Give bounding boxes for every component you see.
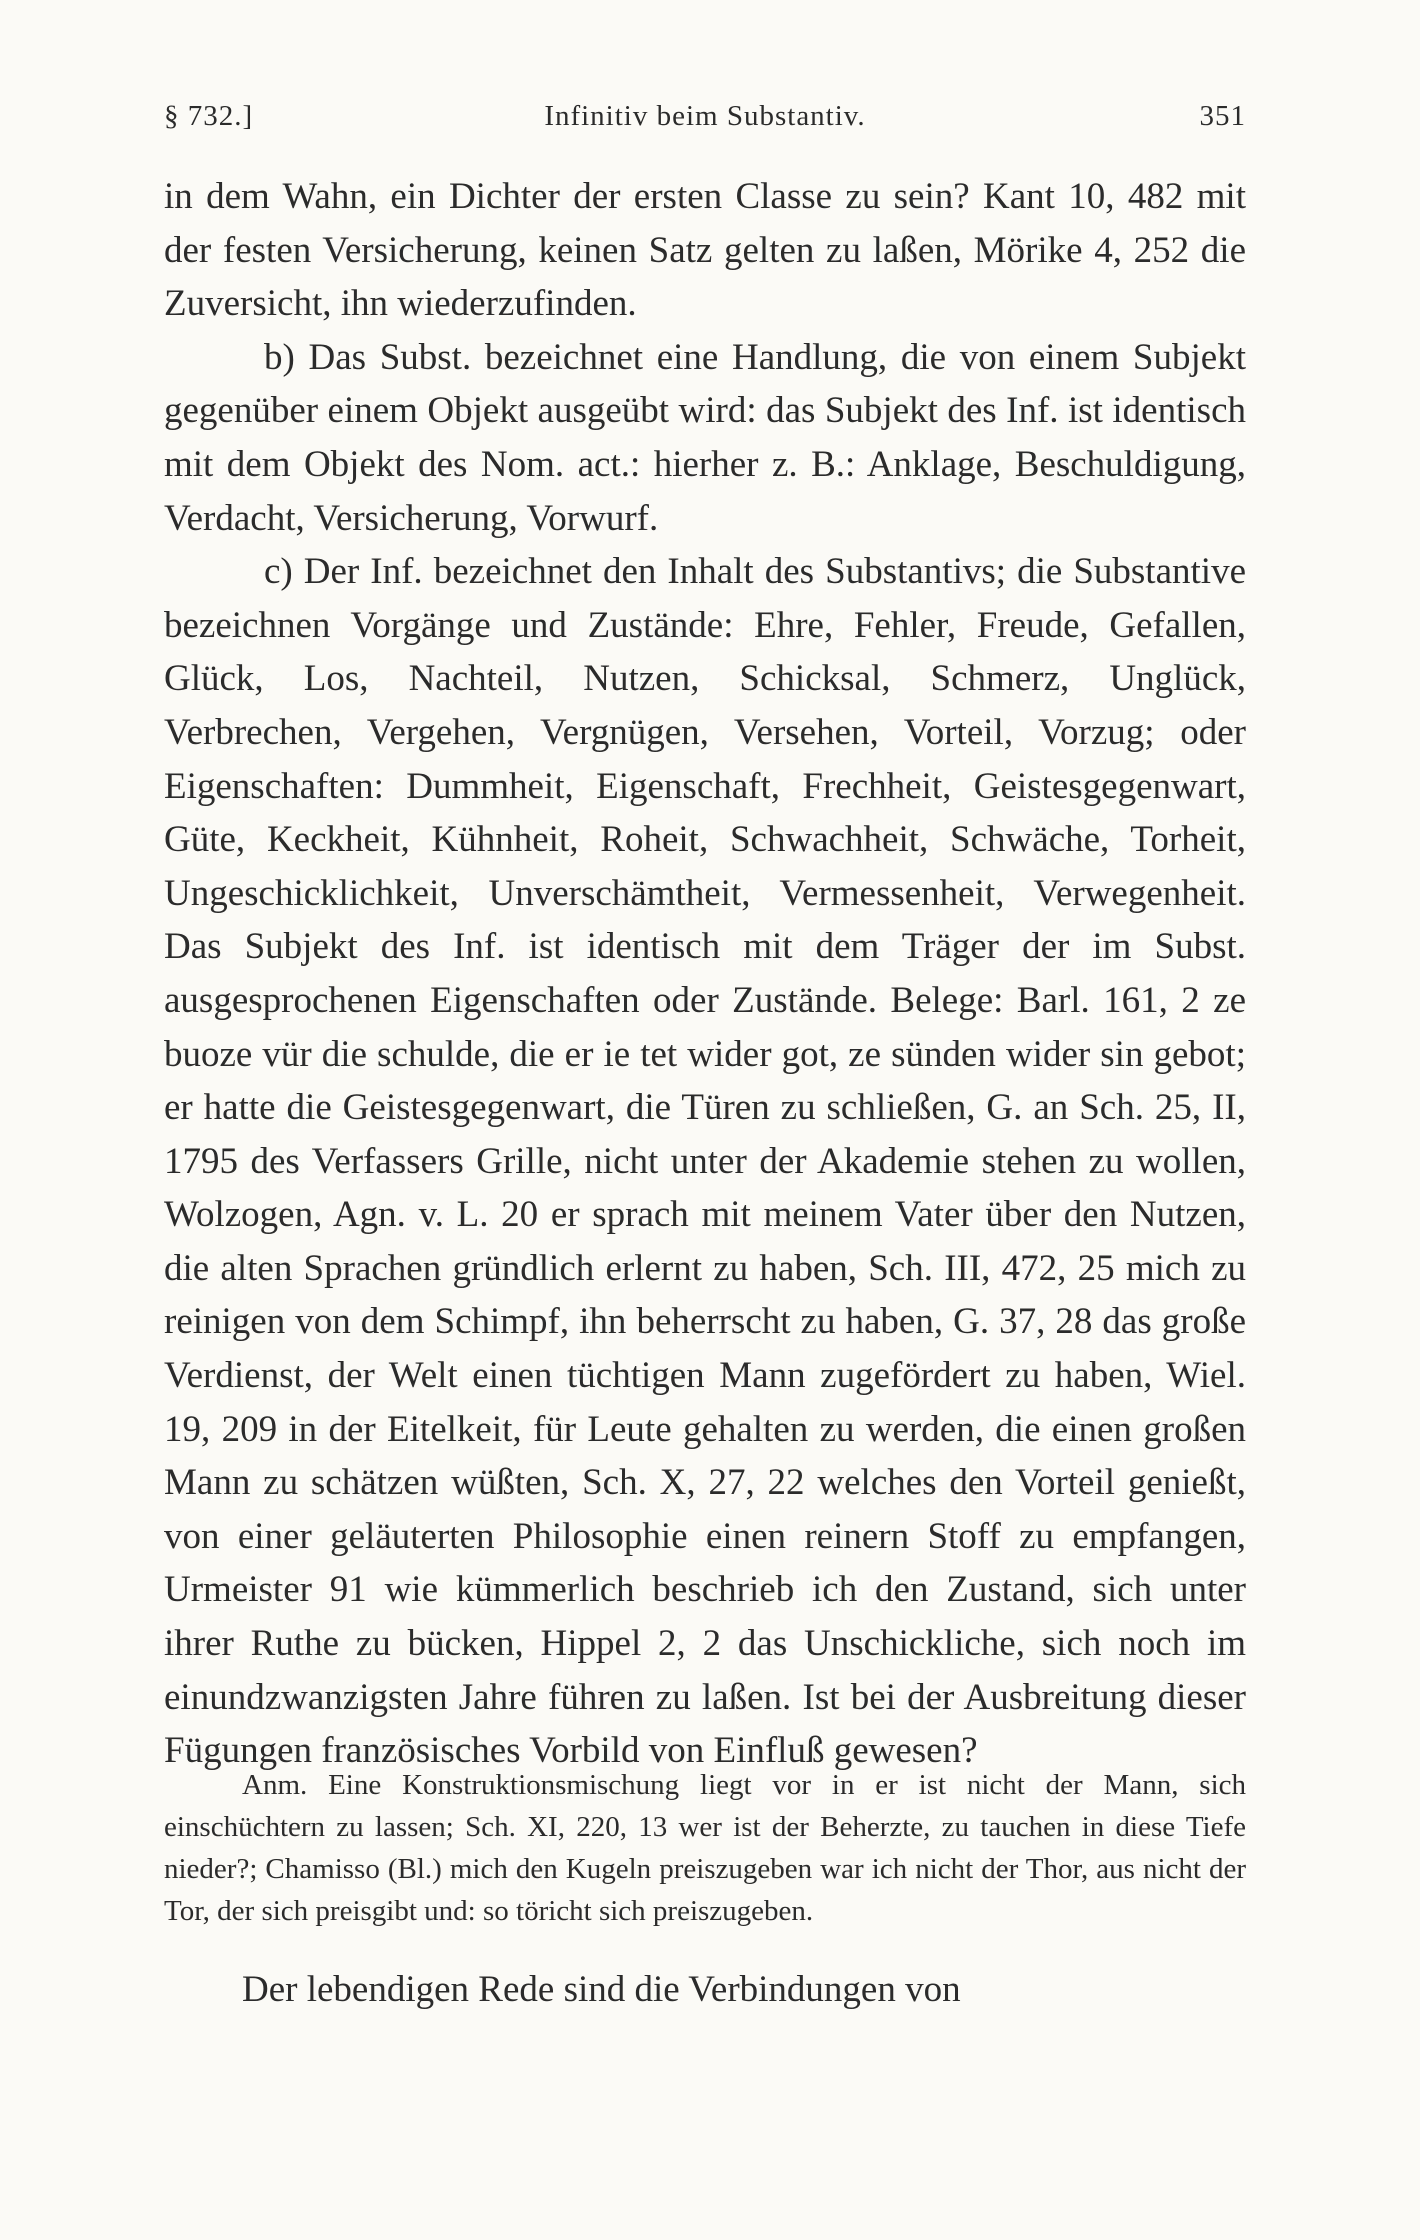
paragraph-b: b) Das Subst. bezeichnet eine Handlung, die von einem Subjekt gegenüber einem Objekt ausgeübt wird: das Subjekt des Inf. ist identisch mit dem Objekt des Nom. act.: hierher z. B.: Anklage, Beschuldigung, Verdacht, Versicherung, Vorwurf.: [164, 336, 1246, 539]
running-header: [164, 100, 1246, 150]
running-title: Infinitiv beim Substantiv.: [544, 100, 866, 132]
closing-text: [164, 1963, 1246, 2017]
section-reference: § 732.]: [164, 100, 254, 132]
annotation-paragraph: [164, 1764, 1246, 1932]
footnote-annotation: [164, 1764, 1246, 1932]
annotation-label: Anm.: [242, 1769, 308, 1801]
paragraph-c: c) Der Inf. bezeichnet den Inhalt des Substantivs; die Substantive bezeichnen Vorgänge und Zustände: Ehre, Fehler, Freude, Gefallen, Glück, Los, Nachteil, Nutzen, Schicksal, Schmerz, Unglück, Verbrechen, Vergehen, Vergnügen, Versehen, Vorteil, Vorzug; oder Eigenschaften: Dummheit, Eigenschaft, Frechheit, Geistesgegenwart, Güte, Keckheit, Kühnheit, Roheit, Schwachheit, Schwäche, Torheit, Ungeschicklichkeit, Unverschämtheit, Vermessenheit, Verwegenheit. Das Subjekt des Inf. ist identisch mit dem Träger der im Subst. ausgesprochenen Eigenschaften oder Zustände. Belege: Barl. 161, 2 ze buoze vür die schulde, die er ie tet wider got, ze sünden wider sin gebot; er hatte die Geistesgegenwart, die Türen zu schließen, G. an Sch. 25, II, 1795 des Verfassers Grille, nicht unter der Akademie stehen zu wollen, Wolzogen, Agn. v. L. 20 er sprach mit meinem Vater über den Nutzen, die alten Sprachen gründlich erlernt zu haben, Sch. III, 472, 25 mich zu reinigen von dem Schimpf, ihn beherrscht zu haben, G. 37, 28 das große Verdienst, der Welt einen tüchtigen Mann zugefördert zu haben, Wiel. 19, 209 in der Eitelkeit, für Leute gehalten zu werden, die einen großen Mann zu schätzen wüßten, Sch. X, 27, 22 welches den Vorteil genießt, von einer geläuterten Philosophie einen reinern Stoff zu empfangen, Urmeister 91 wie kümmerlich beschrieb ich den Zustand, sich unter ihrer Ruthe zu bücken, Hippel 2, 2 das Unschickliche, sich noch im einundzwanzigsten Jahre führen zu laßen. Ist bei der Ausbreitung dieser Fügungen französisches Vorbild von Einfluß gewesen?: [164, 551, 1246, 1772]
closing-paragraph: Der lebendigen Rede sind die Verbindungen von: [242, 1969, 961, 2010]
annotation-text: Eine Konstruktionsmischung liegt vor in er ist nicht der Mann, sich einschüchtern zu lassen; Sch. XI, 220, 13 wer ist der Beherzte, zu tauchen in diese Tiefe nieder?; Chamisso (Bl.) mich den Kugeln preiszugeben war ich nicht der Thor, aus nicht der Tor, der sich preisgibt und: so töricht sich preiszugeben.: [164, 1769, 1246, 1927]
page-number: 351: [1199, 100, 1246, 132]
paragraph-continuation: in dem Wahn, ein Dichter der ersten Classe zu sein? Kant 10, 482 mit der festen Versicherung, keinen Satz gelten zu laßen, Mörike 4, 252 die Zuversicht, ihn wiederzufinden.: [164, 176, 1246, 325]
main-text: [164, 170, 1246, 1778]
